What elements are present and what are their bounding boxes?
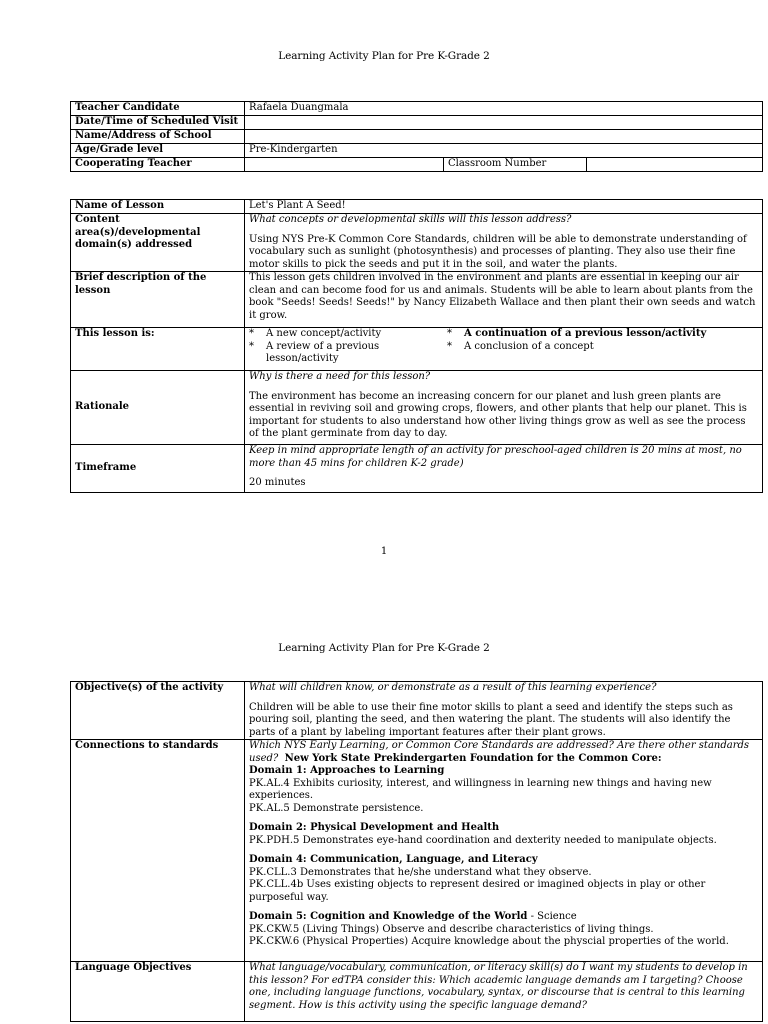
objectives-text: Children will be able to use their fine motor skills to plant a seed and identify the steps such as pouring soil, planting the seed, and then watering the plant. The students will also identify the parts of a plant by labeling important features after their plant grows. [249,701,733,738]
visit-date-value [245,116,763,130]
cooperating-teacher-value [245,158,444,172]
objectives-cell [245,682,763,740]
domain-5-standard-a: PK.CKW.5 (Living Things) Observe and describe characteristics of living things. [249,923,654,935]
timeframe-cell [245,445,763,493]
brief-description-text: This lesson gets children involved in the environment and plants are essential in keeping our air clean and can become food for us and animals. Students will be able to learn about plants from the book "Seeds! Seeds! Seeds!" by Nancy Elizabeth Wallace and then plant their own seeds and watch it grow. [245,272,763,328]
lesson-name-value: Let's Plant A Seed! [245,200,763,214]
rationale-cell [245,371,763,445]
standards-heading: New York State Prekindergarten Foundation for the Common Core: [284,752,662,764]
domain-5-standard-b: PK.CKW.6 (Physical Properties) Acquire knowledge about the physcial properties of the world. [249,936,729,947]
option-conclusion: * A conclusion of a concept [447,340,594,352]
rationale-text: The environment has become an increasing concern for our planet and lush green plants are essential in reviving soil and growing crops, flowers, and other plants that help our planet. This is important for students to also understand how other living things grow as well as see the process of the plant germinate from day to day. [249,390,747,439]
visit-date-label: Date/Time of Scheduled Visit [71,116,245,130]
domain-2-standard-a: PK.PDH.5 Demonstrates eye-hand coordination and dexterity needed to manipulate objects. [249,834,717,846]
language-objectives-label: Language Objectives [71,962,245,1022]
content-area-text: Using NYS Pre-K Common Core Standards, children will be able to demonstrate understanding of vocabulary such as sunlight (photosynthesis) and processes of planting. They also use their fine motor skills to pick the seeds and put it in the soil, and water the plants. [249,233,747,270]
domain-2-heading: Domain 2: Physical Development and Health [249,822,500,833]
standards-label: Connections to standards [71,740,245,962]
lesson-type-options [245,328,763,371]
page-number: 1 [380,546,388,557]
school-label: Name/Address of School [71,130,245,144]
content-area-cell [245,214,763,272]
domain-5-heading: Domain 5: Cognition and Knowledge of the World [249,911,528,922]
domain-1-heading: Domain 1: Approaches to Learning [249,765,445,776]
option-continuation: * A continuation of a previous lesson/activity [447,328,707,339]
page-title-2: Learning Activity Plan for Pre K-Grade 2 [278,642,490,654]
cooperating-teacher-label: Cooperating Teacher [71,158,245,172]
lesson-name-label: Name of Lesson [71,200,245,214]
objectives-prompt: What will children know, or demonstrate as a result of this learning experience? [249,682,657,693]
lesson-table [70,199,763,493]
objectives-table [70,681,763,1022]
brief-description-label: Brief description of the lesson [71,272,245,328]
teacher-candidate-value: Rafaela Duangmala [245,102,763,116]
standards-prompt: Which NYS Early Learning, or Common Core Standards are addressed? Are there other standards used? [249,740,750,764]
domain-5-suffix: - Science [527,911,577,922]
classroom-number-value [587,158,763,172]
lesson-type-label: This lesson is: [71,328,245,371]
option-new-concept: * A new concept/activity [249,328,382,339]
language-objectives-prompt: What language/vocabulary, communication, or literacy skill(s) do I want my students to develop in this lesson? For edTPA consider this: Which academic language demands am I targeting? Choose one, including language functions, vocabulary, syntax, or discourse that is central to this learning segment. How is this activity using the specific language demand? [245,962,763,1022]
grade-level-label: Age/Grade level [71,144,245,158]
rationale-prompt: Why is there a need for this lesson? [249,371,431,382]
option-review: * A review of a previous lesson/activity [249,340,380,364]
content-area-label: Content area(s)/developmental domain(s) addressed [71,214,245,272]
timeframe-value: 20 minutes [249,477,306,488]
domain-4-standard-a: PK.CLL.3 Demonstrates that he/she understand what they observe. [249,866,592,878]
domain-4-standard-b: PK.CLL.4b Uses existing objects to represent desired or imagined objects in play or other purposeful way. [249,879,706,903]
teacher-info-table [70,101,763,172]
teacher-candidate-label: Teacher Candidate [71,102,245,116]
grade-level-value: Pre-Kindergarten [245,144,763,158]
timeframe-prompt: Keep in mind appropriate length of an activity for preschool-aged children is 20 mins at most, no more than 45 mins for children K-2 grade) [249,445,742,469]
domain-1-standard-a: PK.AL.4 Exhibits curiosity, interest, and willingness in learning new things and having new experiences. [249,777,712,801]
content-area-prompt: What concepts or developmental skills will this lesson address? [249,214,572,225]
domain-1-standard-b: PK.AL.5 Demonstrate persistence. [249,802,424,814]
timeframe-label: Timeframe [71,445,245,493]
school-value [245,130,763,144]
standards-cell [245,740,763,962]
classroom-number-label: Classroom Number [444,158,587,172]
rationale-label: Rationale [71,371,245,445]
domain-4-heading: Domain 4: Communication, Language, and Literacy [249,854,538,865]
page-title: Learning Activity Plan for Pre K-Grade 2 [278,50,490,62]
objectives-label: Objective(s) of the activity [71,682,245,740]
